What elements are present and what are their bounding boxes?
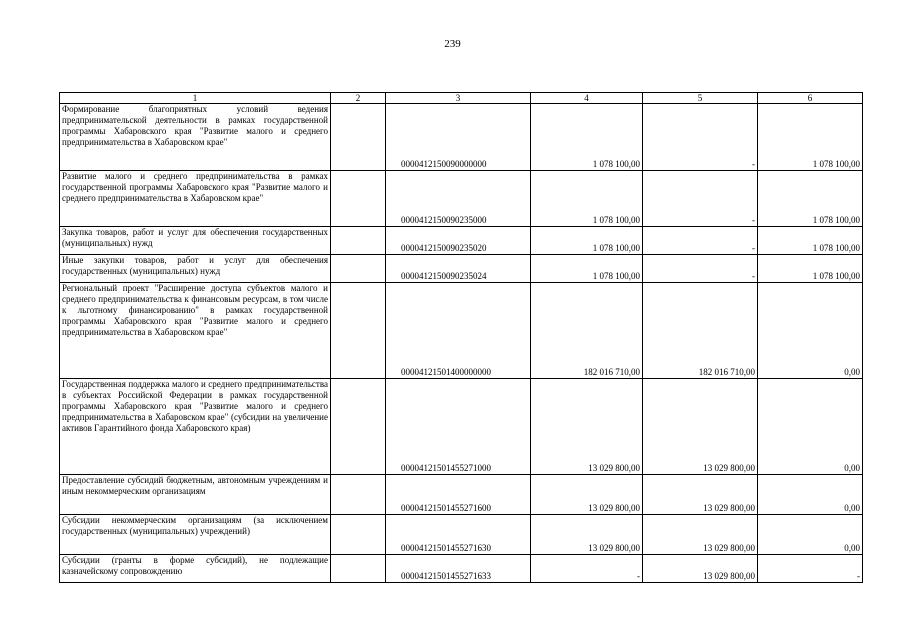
row-col2 xyxy=(331,475,386,515)
row-col4: - xyxy=(531,555,643,583)
row-col6: 0,00 xyxy=(758,379,863,475)
row-col2 xyxy=(331,104,386,171)
row-name: Государственная поддержка малого и среднего предпринимательства в субъектах Российской Федерации в рамках государственной программы Хабаровского края "Развитие малого и среднего предпринимательства в Хабаровском крае" (субсидии на увеличение активов Гарантийного фонда Хабаровского края) xyxy=(60,379,331,475)
row-col5: 13 029 800,00 xyxy=(643,515,758,555)
table-row xyxy=(60,515,863,555)
row-col2 xyxy=(331,555,386,583)
table-row xyxy=(60,227,863,255)
row-name: Региональный проект "Расширение доступа субъектов малого и среднего предпринимательства к финансовым ресурсам, в том числе к льготному финансированию" в рамках государственной программы Хабаровского края "Развитие малого и среднего предпринимательства в Хабаровском крае" xyxy=(60,283,331,379)
row-col5: - xyxy=(643,227,758,255)
row-col2 xyxy=(331,283,386,379)
row-col6: 0,00 xyxy=(758,515,863,555)
row-col2 xyxy=(331,227,386,255)
table-row xyxy=(60,379,863,475)
row-name: Формирование благоприятных условий ведения предпринимательской деятельности в рамках государственной программы Хабаровского края "Развитие малого и среднего предпринимательства в Хабаровском крае" xyxy=(60,104,331,171)
row-code: 0000412150090235020 xyxy=(386,227,531,255)
row-col5: 13 029 800,00 xyxy=(643,379,758,475)
row-col4: 1 078 100,00 xyxy=(531,171,643,227)
row-col4: 182 016 710,00 xyxy=(531,283,643,379)
row-code: 00004121501455271000 xyxy=(386,379,531,475)
table-row xyxy=(60,283,863,379)
row-col6: 0,00 xyxy=(758,283,863,379)
table-header-row xyxy=(60,93,863,104)
row-code: 0000412150090000000 xyxy=(386,104,531,171)
row-col2 xyxy=(331,515,386,555)
row-col6: 0,00 xyxy=(758,475,863,515)
row-name: Субсидии (гранты в форме субсидий), не подлежащие казначейскому сопровождению xyxy=(60,555,331,583)
row-name: Предоставление субсидий бюджетным, автономным учреждениям и иным некоммерческим организациям xyxy=(60,475,331,515)
row-code: 00004121501455271600 xyxy=(386,475,531,515)
column-header: 2 xyxy=(331,93,386,104)
row-name: Субсидии некоммерческим организациям (за исключением государственных (муниципальных) учреждений) xyxy=(60,515,331,555)
row-col6: 1 078 100,00 xyxy=(758,171,863,227)
row-col6: - xyxy=(758,555,863,583)
row-col4: 13 029 800,00 xyxy=(531,475,643,515)
row-col4: 1 078 100,00 xyxy=(531,227,643,255)
table-row xyxy=(60,104,863,171)
row-col2 xyxy=(331,171,386,227)
row-code: 00004121501455271630 xyxy=(386,515,531,555)
row-col2 xyxy=(331,379,386,475)
row-col2 xyxy=(331,255,386,283)
column-header: 4 xyxy=(531,93,643,104)
row-code: 0000412150090235024 xyxy=(386,255,531,283)
row-col5: 13 029 800,00 xyxy=(643,475,758,515)
row-col5: - xyxy=(643,171,758,227)
row-col6: 1 078 100,00 xyxy=(758,255,863,283)
table-row xyxy=(60,555,863,583)
row-col6: 1 078 100,00 xyxy=(758,104,863,171)
row-col4: 13 029 800,00 xyxy=(531,379,643,475)
column-header: 3 xyxy=(386,93,531,104)
row-code: 0000412150090235000 xyxy=(386,171,531,227)
row-code: 00004121501400000000 xyxy=(386,283,531,379)
row-col4: 13 029 800,00 xyxy=(531,515,643,555)
table-row xyxy=(60,171,863,227)
row-col5: - xyxy=(643,104,758,171)
row-col5: 13 029 800,00 xyxy=(643,555,758,583)
table-row xyxy=(60,255,863,283)
column-header: 6 xyxy=(758,93,863,104)
page-number: 239 xyxy=(444,38,461,50)
row-name: Иные закупки товаров, работ и услуг для обеспечения государственных (муниципальных) нужд xyxy=(60,255,331,283)
row-col4: 1 078 100,00 xyxy=(531,104,643,171)
row-col6: 1 078 100,00 xyxy=(758,227,863,255)
row-col5: 182 016 710,00 xyxy=(643,283,758,379)
row-col5: - xyxy=(643,255,758,283)
column-header: 5 xyxy=(643,93,758,104)
column-header: 1 xyxy=(60,93,331,104)
row-name: Закупка товаров, работ и услуг для обеспечения государственных (муниципальных) нужд xyxy=(60,227,331,255)
row-col4: 1 078 100,00 xyxy=(531,255,643,283)
row-name: Развитие малого и среднего предпринимательства в рамках государственной программы Хабаровского края "Развитие малого и среднего предпринимательства в Хабаровском крае" xyxy=(60,171,331,227)
budget-table xyxy=(59,92,863,583)
table-row xyxy=(60,475,863,515)
row-code: 00004121501455271633 xyxy=(386,555,531,583)
